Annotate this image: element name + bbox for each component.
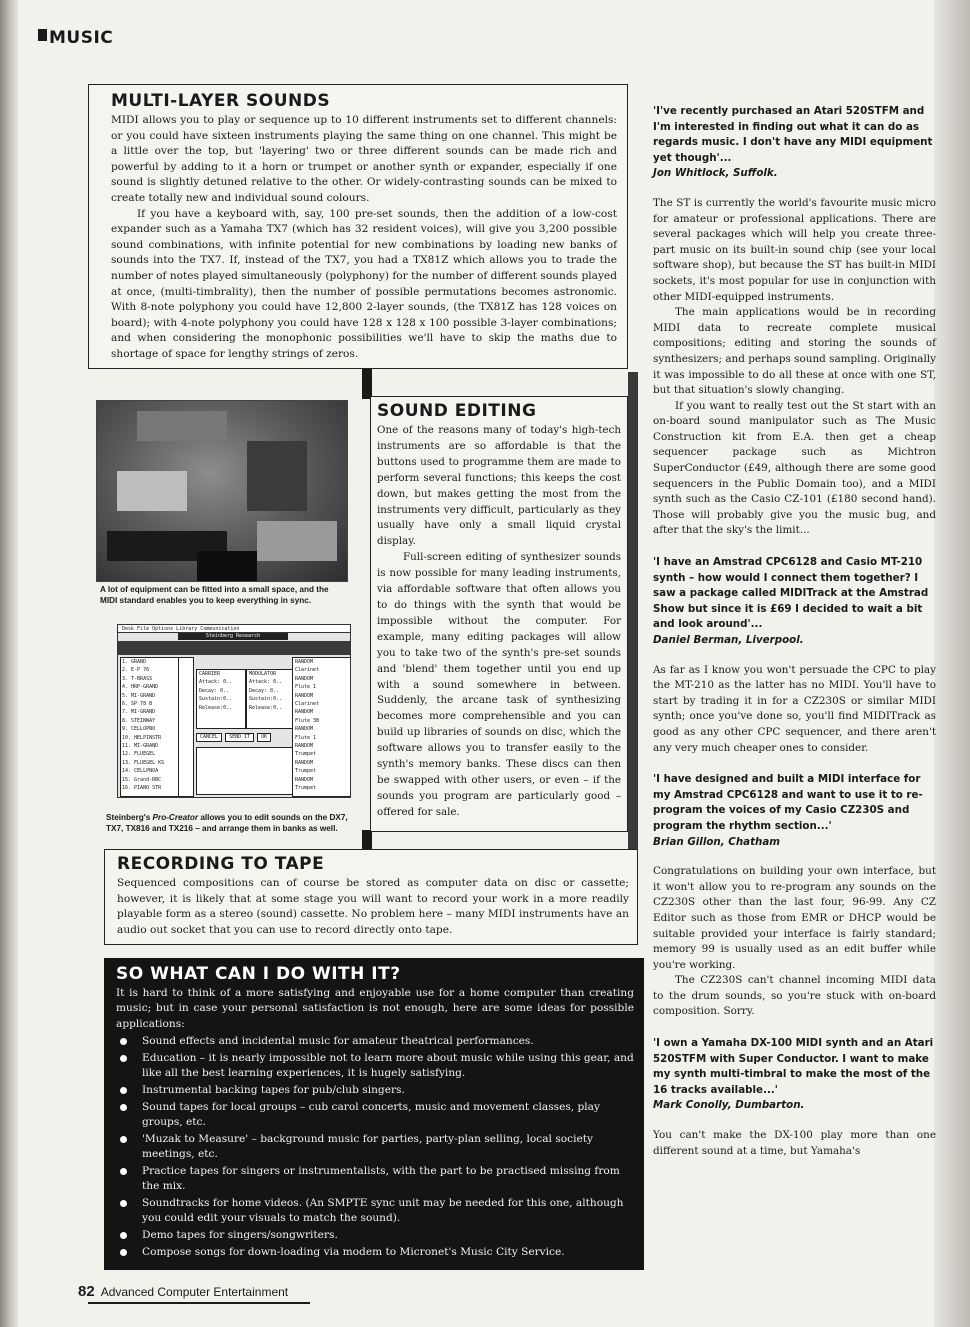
- application-text: Soundtracks for home videos. (An SMPTE sync unit may be needed for this one, although you could edit your visuals to match the sound).: [142, 1197, 624, 1225]
- screen-carrier-panel: [196, 669, 246, 729]
- answer-paragraph: As far as I know you won't persuade the CPC to play the MT-210 as the latter has no MIDI. You'll have to start by trading it in for a CZ230S or similar MIDI synth; once you've done so, you'll find MIDITrack as good as any other CPC sequencer, and there aren't any very much cheaper ones to consider.: [653, 663, 936, 754]
- footer-rule: [88, 1302, 310, 1304]
- multi-layer-paragraph-2: If you have a keyboard with, say, 100 pre-set sounds, then the addition of a low-cost expander such as a Yamaha TX7 (which has 32 resident voices), will give you 3,200 possible sound combinations, with infinite potential for new combinations by loading new banks of sounds into the TX7. If, instead of the TX7, you had a TX81Z which allows you to trade the number of notes played simultaneously (polyphony) for the number of different sounds played at once, (multi-timbrality), then the number of possible permutations becomes astronomic. With 8-note polyphony you could have 12,800 2-layer sounds, (the TX81Z has 128 voices on board); with 4-note polyphony you could have 128 x 128 x 100 possible 3-layer combinations; and when considering the monophonic possibilities we'll have to skip the maths due to shortage of space for lengthy strings of zeros.: [111, 207, 617, 360]
- bullet-icon: [120, 1104, 127, 1111]
- application-text: 'Muzak to Measure' – background music for parties, party-plan selling, local society meetings, etc.: [142, 1133, 593, 1161]
- pro-creator-screenshot: [117, 624, 351, 798]
- next-page-edge: [934, 0, 970, 1327]
- letter-question: 'I've recently purchased an Atari 520STFM and I'm interested in finding out what it can do as regards music. I don't have any MIDI equipment yet though'...: [653, 105, 933, 164]
- screen-param-row: CARRIER: [199, 671, 221, 677]
- multi-layer-body: [111, 113, 617, 363]
- what-can-title: SO WHAT CAN I DO WITH IT?: [116, 964, 401, 984]
- screen-voice-row: 8. STEINWAY: [122, 717, 156, 724]
- letter: [653, 555, 936, 756]
- screen-voice-row: 10. HELPINSTR: [122, 734, 162, 741]
- answer-paragraph: The CZ230S can't channel incoming MIDI data to the drum sounds, so you're stuck with on-board composition. Sorry.: [653, 974, 936, 1018]
- letter-answer: [653, 1128, 936, 1159]
- answer-paragraph: If you want to really test out the St start with an on-board sound manipulator such as The Music Construction kit from E.A. then get a cheap sequencer package such as Michtron SuperConductor (£49, although there are some good sequencers in the Public Domain too), and a MIDI synth such as the Casio CZ-101 (£180 second hand). Those will probably give you the music bug, and after that the sky's the limit...: [653, 399, 936, 537]
- screen-menu-bar: Desk File Options Library Communication: [118, 625, 350, 633]
- letter-question: 'I have designed and built a MIDI interface for my Amstrad CPC6128 and want to use it to re-program the voices of my Casio CZ230S and program the rhythm section...': [653, 773, 923, 832]
- screen-sound-row: RANDOM: [295, 675, 314, 682]
- screen-param-row: Decay: 0..: [199, 687, 230, 694]
- screen-sound-row: RANDOM: [295, 776, 314, 783]
- letter-author: Jon Whitlock, Suffolk.: [653, 167, 778, 180]
- connector-bar: [628, 372, 638, 849]
- screen-sound-row: RANDOM: [295, 659, 314, 665]
- recording-to-tape-box: [104, 849, 638, 945]
- bullet-icon: [120, 1087, 127, 1094]
- letter: [653, 772, 936, 1020]
- page-binding-edge: [0, 0, 18, 1327]
- screen-param-row: Attack: 0..: [199, 679, 233, 686]
- screen-sound-row: Clarinet: [295, 701, 320, 708]
- page-number: 82: [78, 1283, 95, 1300]
- screen-sound-row: Trumpet: [295, 768, 317, 775]
- application-item: [116, 1196, 634, 1226]
- letter-answer: [653, 864, 936, 1020]
- screen-sound-row: RANDOM: [295, 692, 314, 699]
- application-item: [116, 1164, 634, 1194]
- multi-layer-title: MULTI-LAYER SOUNDS: [111, 91, 331, 111]
- screen-voice-row: 12. FLUEGEL: [122, 751, 156, 758]
- bullet-icon: [120, 1232, 127, 1239]
- answer-paragraph: Congratulations on building your own interface, but it won't allow you to re-program any sounds on the CZ230S other than the last four, 96-99. Any CZ Editor such as those from EMR or DHCP would be suitable provided your interface is fairly standard; memory 99 is usually used as an edit buffer while you're working.: [653, 865, 936, 971]
- application-item: [116, 1051, 634, 1081]
- screen-sound-row: RANDOM: [295, 759, 314, 766]
- screenshot-caption-pre: Steinberg's: [106, 813, 153, 822]
- screen-sound-row: Flute 1: [295, 684, 317, 691]
- magazine-title: Advanced Computer Entertainment: [100, 1285, 289, 1299]
- screen-voice-row: 3. T-BRASS: [122, 675, 153, 682]
- sound-editing-paragraph-1: One of the reasons many of today's high-tech instruments are so affordable is that the buttons used to programme them are made to perform several functions; this keeps the cost down, but makes getting the most from the instruments very difficult, particularly as they usually have only a small liquid crystal display.: [377, 424, 621, 548]
- letter-author: Daniel Berman, Liverpool.: [653, 634, 804, 646]
- screen-voice-row: 6. SP 78 B: [122, 701, 153, 708]
- sound-editing-title: SOUND EDITING: [377, 401, 537, 421]
- screenshot-caption: [106, 812, 358, 834]
- bullet-icon: [120, 1038, 127, 1045]
- section-marker-icon: [38, 29, 47, 41]
- letter-answer: [653, 663, 936, 757]
- screen-voice-row: 9. CELLOPNO: [122, 726, 156, 733]
- letter-question: 'I have an Amstrad CPC6128 and Casio MT-210 synth – how would I connect them together? I saw a package called MIDITrack at the Amstrad Show but since it is £69 I decided to wait a bit and look around'...: [653, 556, 929, 631]
- screen-voice-row: 4. HRP-GRAND: [122, 684, 159, 691]
- section-tag-label: MUSIC: [49, 28, 114, 48]
- application-text: Demo tapes for singers/songwriters.: [142, 1229, 338, 1242]
- application-text: Instrumental backing tapes for pub/club singers.: [142, 1084, 405, 1097]
- sound-editing-paragraph-2: Full-screen editing of synthesizer sounds is now possible for many leading instruments, via affordable software that often allows you to do things with the synth that would be impossible without the computer. For example, many editing packages will allow you to take two of the synth's pre-set sounds and 'blend' them together until you end up with a sound somewhere in between. Suddenly, the arcane task of synthesizing becomes more comprehensible and you can build up libraries of sounds on disc, which the software allows you to transfer easily to the synth's memory banks. These discs can then be swapped with other users, or even – if the sounds you program are particularly good – offered for sale.: [377, 551, 621, 818]
- answer-paragraph: The ST is currently the world's favourite music micro for amateur or professional applications. There are several packages which will help you create three-part music on its built-in sound chip (see your local software shop), but because the ST has built-in MIDI sockets, it's most popular for use in conjunction with other MIDI-equipped instruments.: [653, 196, 936, 303]
- screen-voice-row: 1. GRAND: [122, 659, 147, 665]
- page-footer: [78, 1283, 288, 1300]
- bullet-icon: [120, 1136, 127, 1143]
- screen-sound-row: Trumpet: [295, 785, 317, 792]
- letter: [653, 104, 936, 539]
- screen-param-row: Attack: 0..: [249, 679, 283, 686]
- application-item: [116, 1132, 634, 1162]
- bullet-icon: [120, 1249, 127, 1256]
- application-text: Education – it is nearly impossible not to learn more about music while using this gear, and like all the best learning experiences, it is hugely satisfying.: [142, 1052, 634, 1080]
- screen-button: OK: [257, 733, 271, 742]
- application-item: [116, 1245, 634, 1260]
- letter-question: 'I own a Yamaha DX-100 MIDI synth and an Atari 520STFM with Super Conductor. I want to make my synth multi-timbral to make the most of the 16 tracks available...': [653, 1037, 934, 1096]
- application-text: Compose songs for down-loading via modem to Micronet's Music City Service.: [142, 1246, 565, 1259]
- screen-param-row: Release:0..: [199, 704, 233, 711]
- recording-body: Sequenced compositions can of course be stored as computer data on disc or cassette; however, it is likely that at some stage you will want to record your work in a more readily playable form as a stereo (sound) cassette. No problem here – many MIDI instruments have an audio out socket that you can use to record directly onto tape.: [117, 877, 629, 936]
- screen-voice-row: 13. FLUEGEL KS: [122, 759, 165, 766]
- recording-title: RECORDING TO TAPE: [117, 854, 325, 874]
- screen-sound-row: Clarinet: [295, 667, 320, 674]
- screen-voice-list: [120, 657, 179, 797]
- screen-param-row: Sustain:0..: [249, 696, 283, 703]
- screen-sound-row: Trumpet: [295, 751, 317, 758]
- screen-param-row: Decay: 0..: [249, 687, 280, 694]
- studio-photo: [96, 400, 348, 582]
- multi-layer-paragraph-1: MIDI allows you to play or sequence up to 10 different instruments set to different channels: or you could have sixteen instruments playing the same thing on one channel. This might be a little over the top, but 'layering' two or three different sounds can be made rich and powerful by adding to it a horn or trumpet or another synth or expander, especially if one sound is slightly detuned relative to the other. Or widely-contrasting sounds can be mixed to create totally new and individual sound colours.: [111, 114, 617, 204]
- application-text: Sound tapes for local groups – cub carol concerts, music and movement classes, play groups, etc.: [142, 1101, 600, 1129]
- screen-sound-row: Flute 3B: [295, 717, 320, 724]
- application-item: [116, 1034, 634, 1049]
- application-item: [116, 1083, 634, 1098]
- application-item: [116, 1100, 634, 1130]
- screen-sound-row: Flute 1: [295, 734, 317, 741]
- connector-bar: [362, 369, 372, 399]
- screen-sound-row: RANDOM: [295, 709, 314, 716]
- application-text: Practice tapes for singers or instrumentalists, with the part to be practised missing from the mix.: [142, 1165, 620, 1193]
- screen-title-bar: Steinberg Research: [178, 633, 288, 640]
- screenshot-caption-product: Pro-Creator: [152, 813, 199, 822]
- application-item: [116, 1228, 634, 1243]
- screen-param-row: MODULATOR: [249, 671, 277, 677]
- screen-voice-row: 11. MI-GRAND: [122, 743, 159, 750]
- screen-button: SEND IT: [225, 733, 254, 742]
- screen-voice-row: 14. CELLPNOA: [122, 768, 159, 775]
- screen-voice-row: 15. Grand-RBC: [122, 776, 162, 783]
- applications-list: [116, 1034, 634, 1260]
- what-can-i-do-box: [104, 958, 644, 1270]
- what-can-intro: It is hard to think of a more satisfying and enjoyable use for a home computer than creating music; but in case your personal satisfaction is not enough, here are some ideas for possible applications:: [116, 987, 634, 1030]
- application-text: Sound effects and incidental music for amateur theatrical performances.: [142, 1035, 534, 1048]
- answer-paragraph: The main applications would be in recording MIDI data to recreate complete musical compositions; editing and storing the sounds of synthesizers; and perhaps sound sampling. Originally it was impossible to do all these at once with one ST, but that situation's slowly changing.: [653, 306, 936, 397]
- screen-voice-row: 16. PIANO STR: [122, 785, 162, 792]
- sound-editing-body: [377, 423, 621, 821]
- screen-voice-row: 7. MI-GRAND: [122, 709, 156, 716]
- screen-modulator-panel: [246, 669, 296, 729]
- photo-caption: A lot of equipment can be fitted into a small space, and the MIDI standard enables you to keep everything in sync.: [100, 585, 329, 605]
- sound-editing-box: [370, 396, 628, 832]
- bullet-icon: [120, 1200, 127, 1207]
- screen-sound-row: RANDOM: [295, 726, 314, 733]
- connector-bar: [362, 830, 372, 850]
- multi-layer-sounds-box: [88, 84, 628, 369]
- letter-answer: [653, 196, 936, 539]
- screen-voice-row: 5. MI-GRAND: [122, 692, 156, 699]
- letters-column: [653, 104, 936, 1175]
- letter: [653, 1036, 936, 1159]
- screen-voice-row: 2. E-P 76: [122, 667, 150, 674]
- screen-sound-list: [292, 657, 351, 797]
- answer-paragraph: You can't make the DX-100 play more than one different sound at a time, but Yamaha's: [653, 1129, 936, 1157]
- screenshot-caption-post: allows you to edit sounds on the DX7, TX7, TX816 and TX216 – and arrange them in banks as well.: [106, 813, 348, 833]
- bullet-icon: [120, 1055, 127, 1062]
- screen-param-row: Release:0..: [249, 704, 283, 711]
- screen-buttons: [196, 733, 292, 742]
- letter-author: Brian Gillon, Chatham: [653, 835, 781, 848]
- screen-param-row: Sustain:0..: [199, 696, 233, 703]
- screen-button: CANCEL: [196, 733, 222, 742]
- bullet-icon: [120, 1168, 127, 1175]
- screen-sound-row: RANDOM: [295, 743, 314, 750]
- section-tag: [38, 28, 113, 48]
- letter-author: Mark Conolly, Dumbarton.: [653, 1099, 805, 1112]
